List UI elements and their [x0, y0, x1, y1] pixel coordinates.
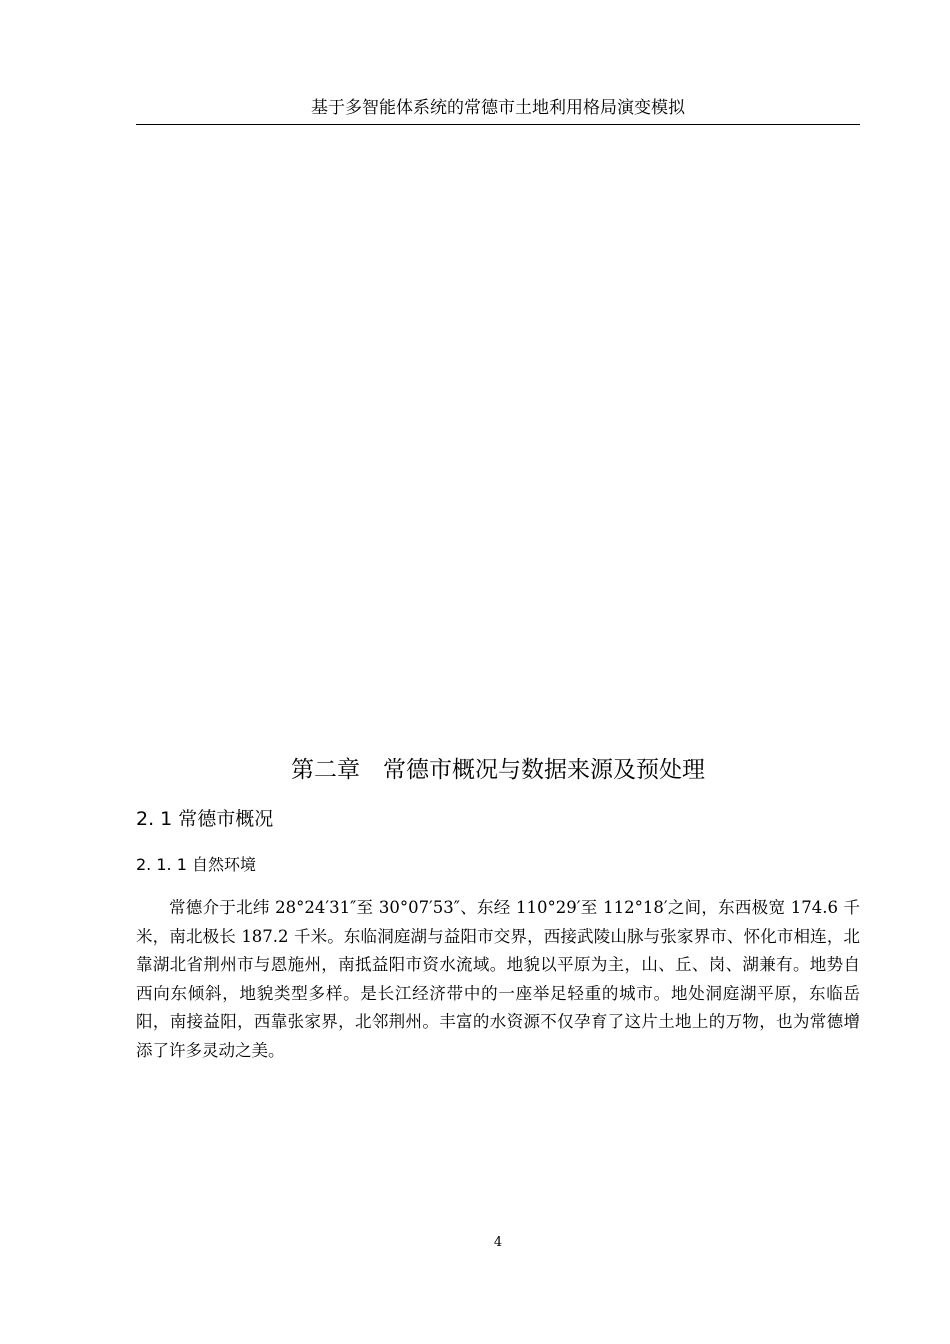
chapter-title: 第二章 常德市概况与数据来源及预处理	[291, 757, 705, 783]
subsection-title: 2. 1. 1 自然环境	[136, 855, 256, 874]
running-header: 基于多智能体系统的常德市土地利用格局演变模拟	[311, 98, 685, 118]
header-rule	[136, 124, 860, 125]
body-paragraph: 常德介于北纬 28°24′31″至 30°07′53″、东经 110°29′至 112°18′之间，东西极宽 174.6 千米，南北极长 187.2 千米。东临洞庭湖与益阳市交界，西接武陵山脉与张家界市、怀化市相连，北靠湖北省荆州市与恩施州，南抵益阳市资水流域。地貌以平原为主，山、丘、岗、湖兼有。地势自西向东倾斜，地貌类型多样。是长江经济带中的一座举足轻重的城市。地处洞庭湖平原，东临岳阳，南接益阳，西靠张家界，北邻荆州。丰富的水资源不仅孕育了这片土地上的万物，也为常德增添了许多灵动之美。	[136, 898, 860, 1060]
page-number: 4	[493, 1235, 503, 1250]
section-title: 2. 1 常德市概况	[136, 808, 274, 830]
